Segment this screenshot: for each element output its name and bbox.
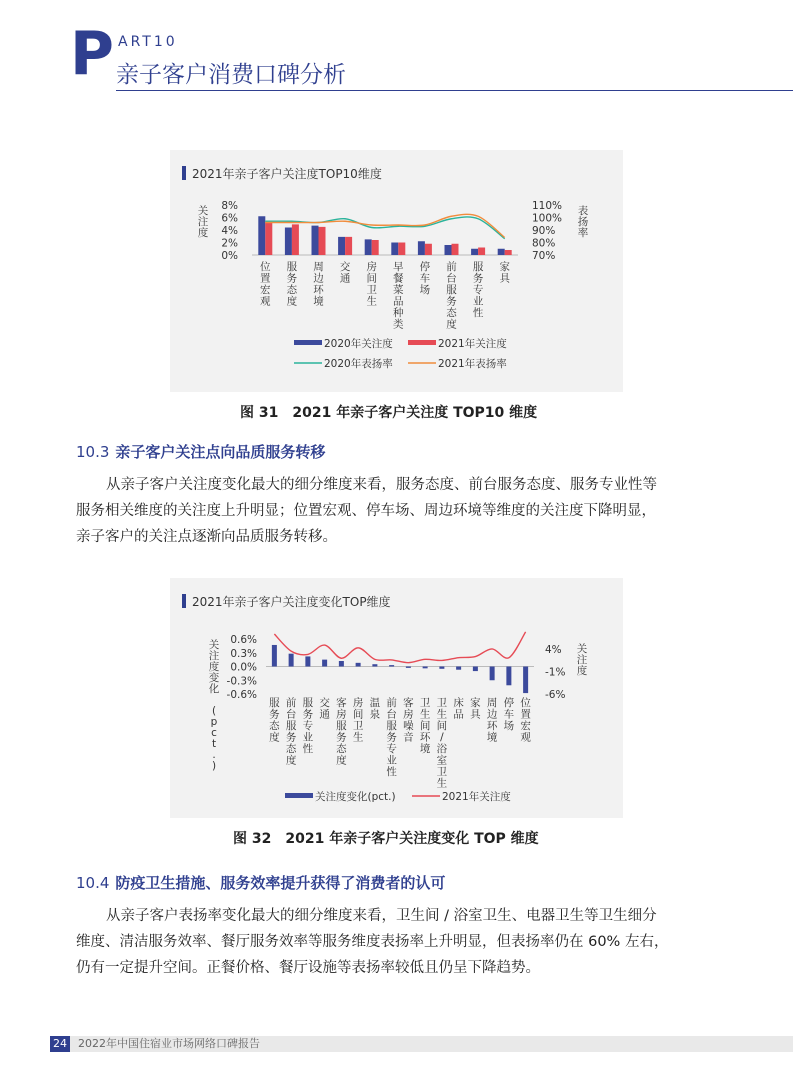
x-category-label: 服务态度: [269, 697, 280, 744]
bar-change: [339, 661, 344, 667]
bar-2020: [258, 216, 265, 255]
paragraph-line: 维度、清洁服务效率、餐厅服务效率等服务维度表扬率上升明显，但表扬率仍在 60% 左右，: [76, 934, 669, 950]
bar-change: [322, 660, 327, 667]
y-tick-label: -0.6%: [226, 689, 257, 701]
y2-tick-label: 70%: [532, 250, 556, 262]
y-tick-label: 0.3%: [230, 647, 257, 660]
line-series-2020: [265, 217, 504, 239]
bar-change: [423, 667, 428, 669]
x-category-label: 停车场: [419, 261, 431, 296]
bar-2020: [285, 228, 292, 256]
x-category-label: 前台服务态度: [285, 697, 297, 767]
legend-label: 2020年表扬率: [324, 358, 393, 370]
header-divider: [116, 90, 793, 91]
legend-swatch: [408, 340, 436, 345]
x-category-label: 服务专业性: [302, 697, 314, 755]
legend-label: 2021年表扬率: [438, 358, 507, 370]
legend-swatch: [294, 340, 322, 345]
bar-change: [272, 645, 277, 667]
y-tick-label: 8%: [221, 200, 238, 212]
bar-change: [389, 665, 394, 666]
section-10-3-heading: [76, 441, 325, 462]
bar-2021: [319, 227, 326, 255]
y-tick-label: 0.6%: [230, 634, 257, 646]
y2-tick-label: 110%: [532, 200, 563, 212]
y-tick-label: 0%: [221, 250, 238, 262]
bar-2021: [398, 243, 405, 256]
chart-title: 2021年亲子客户关注度变化TOP维度: [192, 595, 391, 609]
page-title: 亲子客户消费口碑分析: [116, 62, 346, 88]
header-part-label: ART10: [118, 34, 178, 50]
legend-swatch: [285, 793, 313, 798]
bar-change: [523, 667, 528, 694]
bar-change: [490, 667, 495, 681]
x-category-label: 床品: [453, 697, 464, 721]
y2-tick-label: 80%: [532, 237, 556, 250]
bar-change: [456, 667, 461, 670]
figure-31-chart: [170, 150, 623, 392]
figure-32-chart: [170, 578, 623, 818]
y-tick-label: 4%: [221, 225, 238, 237]
section-10-3-paragraph: [76, 472, 726, 550]
bar-2021: [478, 248, 485, 256]
section-number: 10.4: [76, 874, 110, 892]
section-10-4-heading: [76, 872, 445, 893]
x-category-label: 交通: [339, 261, 351, 285]
x-category-label: 停车场: [503, 697, 515, 732]
x-category-label: 前台服务态度: [446, 261, 457, 331]
section-number: 10.3: [76, 443, 110, 461]
legend-label: 2020年关注度: [324, 338, 393, 350]
header-letter: P: [70, 19, 114, 89]
x-category-label: 客房噪音: [403, 697, 414, 744]
page-number: 24: [50, 1036, 70, 1052]
bar-2020: [338, 237, 345, 255]
paragraph-line: 服务相关维度的关注度上升明显；位置宏观、停车场、周边环境等维度的关注度下降明显，: [76, 503, 656, 519]
bar-change: [372, 664, 377, 666]
x-category-label: 早餐菜品种类: [393, 261, 404, 331]
bar-2021: [345, 237, 352, 255]
figure-32-caption: 图 32 2021 年亲子客户关注度变化 TOP 维度: [233, 831, 539, 847]
paragraph-line: 仍有一定提升空间。正餐价格、餐厅设施等表扬率较低且仍呈下降趋势。: [76, 960, 540, 976]
bar-2021: [452, 244, 459, 255]
figure-31-caption: 图 31 2021 年亲子客户关注度 TOP10 维度: [240, 405, 538, 421]
y-tick-label: 2%: [221, 237, 238, 250]
y2-tick-label: 90%: [532, 225, 556, 237]
x-category-label: 位置宏观: [260, 261, 271, 308]
y2-tick-label: 4%: [545, 644, 562, 656]
y2-tick-label: 100%: [532, 212, 563, 225]
x-category-label: 家具: [470, 697, 481, 721]
bar-2020: [391, 243, 398, 256]
bar-2020: [498, 249, 505, 255]
y-axis-label: 关注度变化 ( p c t . ): [208, 639, 220, 772]
y2-tick-label: -1%: [545, 666, 566, 679]
x-category-label: 服务专业性: [472, 261, 484, 319]
x-category-label: 周边环境: [486, 697, 498, 744]
bar-change: [506, 667, 511, 686]
x-category-label: 卫生间/浴室卫生: [436, 697, 448, 790]
bar-2020: [471, 249, 478, 255]
bar-change: [406, 667, 411, 668]
legend-label: 2021年关注度: [438, 338, 507, 350]
x-category-label: 交通: [319, 697, 330, 721]
footer-report-title: 2022年中国住宿业市场网络口碑报告: [78, 1037, 260, 1050]
x-category-label: 客房服务态度: [336, 697, 347, 767]
bar-change: [356, 663, 361, 667]
bar-2021: [292, 224, 299, 255]
y-tick-label: 6%: [221, 212, 238, 225]
x-category-label: 前台服务专业性: [386, 697, 397, 778]
paragraph-line: 亲子客户的关注点逐渐向品质服务转移。: [76, 529, 337, 545]
bar-change: [289, 654, 294, 667]
bar-2021: [372, 240, 379, 255]
bar-change: [439, 667, 444, 669]
y-axis-label: 关注度: [197, 205, 209, 239]
bar-2021: [505, 250, 512, 255]
chart-31-plot: [170, 150, 623, 392]
legend-label: 2021年关注度: [442, 791, 511, 803]
section-10-4-paragraph: [76, 903, 726, 981]
bar-2020: [365, 239, 372, 255]
bar-2021: [265, 222, 272, 255]
y2-tick-label: -6%: [545, 689, 566, 701]
section-title: 防疫卫生措施、服务效率提升获得了消费者的认可: [115, 874, 446, 892]
x-category-label: 家具: [499, 261, 510, 285]
section-title: 亲子客户关注点向品质服务转移: [115, 443, 326, 461]
x-category-label: 位置宏观: [520, 697, 531, 744]
x-category-label: 服务态度: [286, 261, 298, 308]
bar-2021: [425, 244, 432, 255]
x-category-label: 卫生间环境: [419, 697, 431, 755]
bar-change: [473, 667, 478, 672]
legend-label: 关注度变化(pct.): [315, 791, 396, 803]
y2-axis-label: 关注度: [576, 643, 588, 677]
x-category-label: 周边环境: [313, 261, 324, 308]
paragraph-line: 从亲子客户表扬率变化最大的细分维度来看，卫生间 / 浴室卫生、电器卫生等卫生细分: [106, 908, 657, 924]
x-category-label: 房间卫生: [366, 261, 377, 308]
chart-title: 2021年亲子客户关注度TOP10维度: [192, 167, 382, 181]
x-category-label: 房间卫生: [352, 697, 364, 744]
x-category-label: 温泉: [369, 697, 381, 721]
bar-2020: [312, 226, 319, 255]
y2-axis-label: 表扬率: [577, 205, 589, 239]
paragraph-line: 从亲子客户关注度变化最大的细分维度来看，服务态度、前台服务态度、服务专业性等: [106, 477, 657, 493]
bar-2020: [445, 245, 452, 255]
y-tick-label: 0.0%: [230, 661, 257, 674]
y-tick-label: -0.3%: [226, 675, 257, 688]
bar-2020: [418, 241, 425, 255]
bar-change: [305, 656, 310, 666]
chart-32-plot: [170, 578, 623, 818]
line-series-2021: [274, 632, 525, 663]
